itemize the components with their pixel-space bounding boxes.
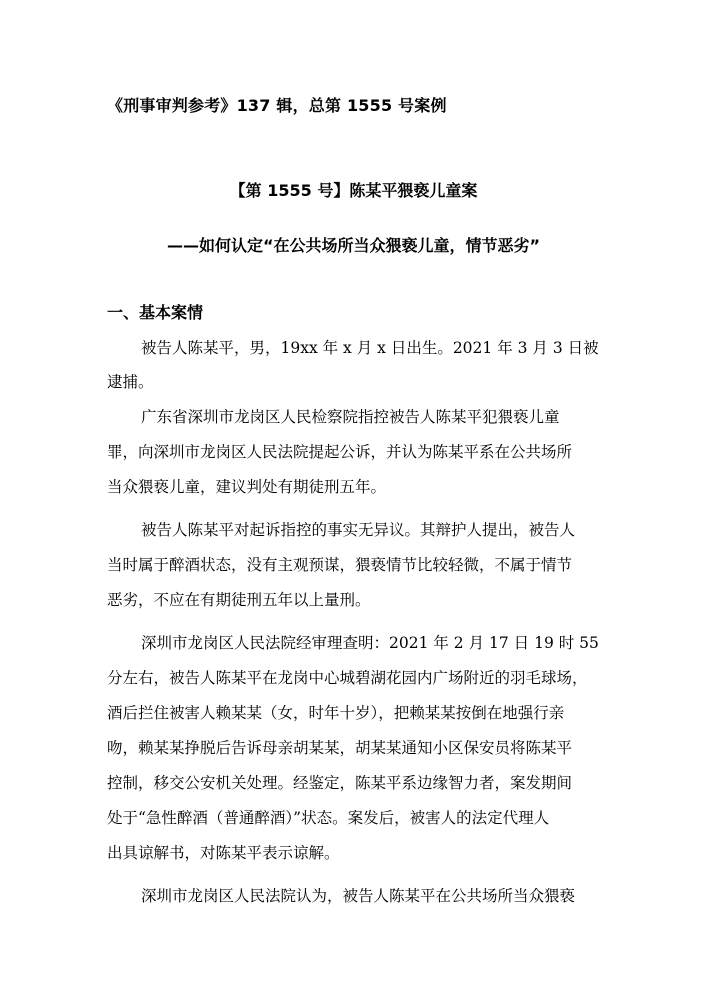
paragraph-line: 被告人陈某平对起诉指控的事实无异议。其辩护人提出，被告人 <box>141 521 576 539</box>
paragraph-line: 处于“急性醉酒（普通醉酒）”状态。案发后，被害人的法定代理人 <box>107 809 550 827</box>
paragraph-line: 罪，向深圳市龙岗区人民法院提起公诉，并认为陈某平系在公共场所 <box>107 443 573 461</box>
paragraph-line: 被告人陈某平，男，19xx 年 x 月 x 日出生。2021 年 3 月 3 日被 <box>141 339 599 357</box>
paragraph-line: 酒后拦住被害人赖某某（女，时年十岁），把赖某某按倒在地强行亲 <box>107 704 565 722</box>
paragraph-line: 分左右，被告人陈某平在龙岗中心城碧湖花园内广场附近的羽毛球场， <box>107 669 588 687</box>
paragraph-line: 当时属于醉酒状态，没有主观预谋，猥亵情节比较轻微，不属于情节 <box>107 556 573 574</box>
section-heading: 一、基本案情 <box>107 303 204 322</box>
paragraph-line: 广东省深圳市龙岗区人民检察院指控被告人陈某平犯猥亵儿童 <box>141 408 560 426</box>
case-title: 【第 1555 号】陈某平猥亵儿童案 <box>229 181 478 200</box>
paragraph-line: 深圳市龙岗区人民法院经审理查明：2021 年 2 月 17 日 19 时 55 <box>141 634 599 652</box>
paragraph-line: 出具谅解书，对陈某平表示谅解。 <box>107 844 340 862</box>
paragraph-line: 深圳市龙岗区人民法院认为，被告人陈某平在公共场所当众猥亵 <box>141 887 576 905</box>
paragraph-line: 逮捕。 <box>107 373 154 391</box>
case-subtitle: ——如何认定“在公共场所当众猥亵儿童，情节恶劣” <box>166 236 541 255</box>
paragraph-line: 控制，移交公安机关处理。经鉴定，陈某平系边缘智力者，案发期间 <box>107 774 573 792</box>
paragraph-line: 吻，赖某某挣脱后告诉母亲胡某某，胡某某通知小区保安员将陈某平 <box>107 739 573 757</box>
paragraph-line: 当众猥亵儿童，建议判处有期徒刑五年。 <box>107 478 387 496</box>
document-header: 《刑事审判参考》137 辑，总第 1555 号案例 <box>107 96 447 115</box>
paragraph-line: 恶劣，不应在有期徒刑五年以上量刑。 <box>107 591 371 609</box>
